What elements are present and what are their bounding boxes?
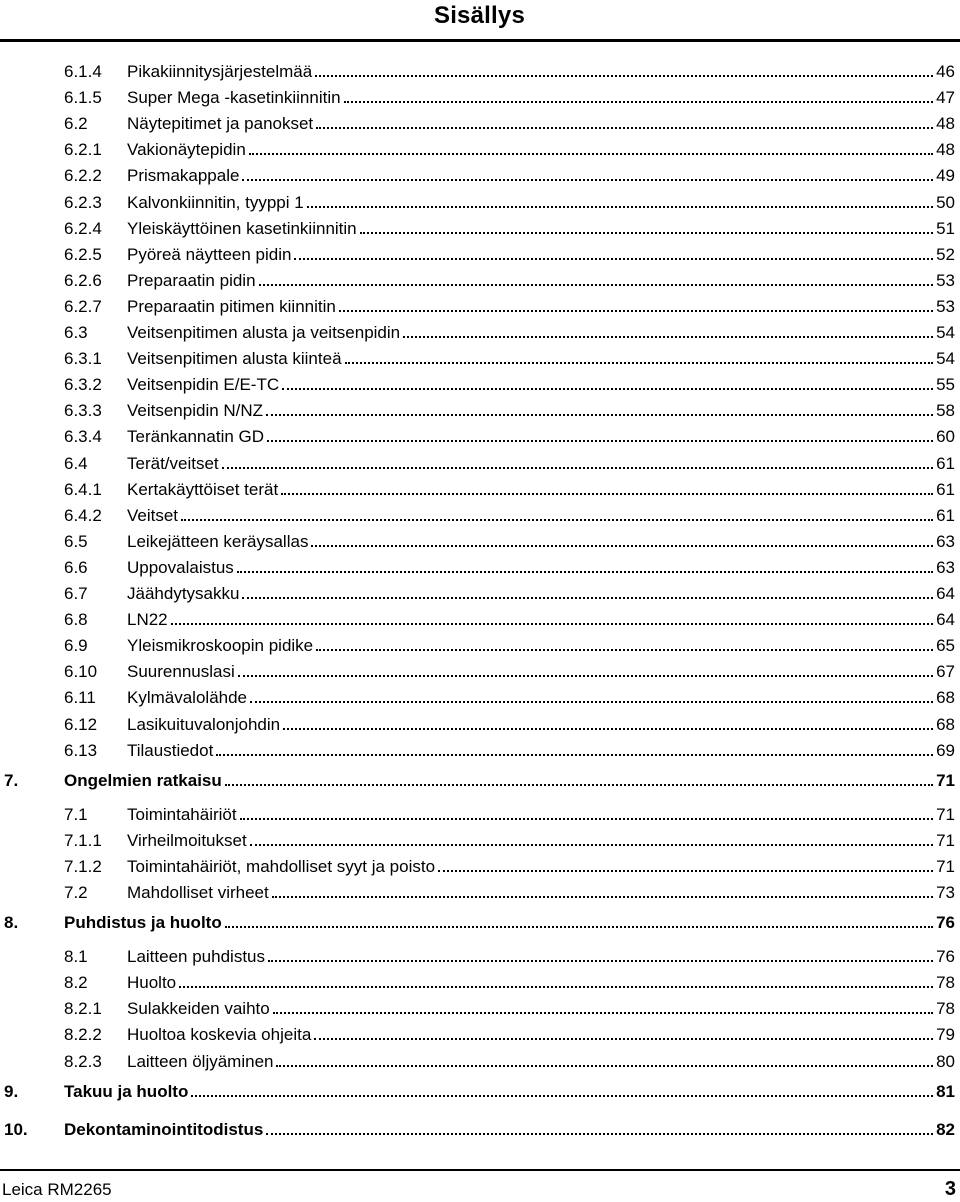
toc-entry-number: 6.2.6 <box>64 270 102 290</box>
toc-dot-leader <box>249 153 933 155</box>
toc-entry-number: 6.12 <box>64 714 98 734</box>
toc-entry-line <box>64 1120 955 1140</box>
toc-dot-leader <box>403 336 933 338</box>
toc-entry-title: Virheilmoitukset <box>127 830 247 850</box>
toc-entry-page: 52 <box>936 244 955 264</box>
toc-entry-title: Jäähdytysakku <box>127 584 240 603</box>
toc-entry-title: Takuu ja huolto <box>64 1081 189 1101</box>
toc-entry[interactable] <box>0 373 960 399</box>
toc-dot-leader <box>259 284 934 286</box>
toc-entry-page: 68 <box>936 714 955 734</box>
toc-dot-leader <box>225 784 933 786</box>
toc-entry[interactable] <box>0 191 960 217</box>
toc-entry[interactable] <box>0 634 960 660</box>
toc-dot-leader <box>191 1095 933 1097</box>
toc-entry-line <box>127 297 955 317</box>
toc-entry-page: 49 <box>936 166 955 186</box>
toc-entry-number: 6.2.3 <box>64 192 102 212</box>
toc-entry-line <box>127 741 955 761</box>
toc-entry[interactable] <box>0 660 960 686</box>
toc-entry[interactable] <box>0 855 960 881</box>
toc-entry-number: 8.2.3 <box>64 1051 102 1071</box>
toc-dot-leader <box>240 818 933 820</box>
toc-entry-line <box>127 1025 955 1045</box>
toc-entry-number: 6.8 <box>64 610 88 630</box>
toc-entry-title: Veitset <box>127 505 179 525</box>
toc-entry-page: 71 <box>936 856 955 876</box>
toc-entry-title: Veitsenpidin N/NZ <box>127 401 264 421</box>
toc-entry[interactable] <box>0 911 960 937</box>
toc-entry[interactable] <box>0 112 960 138</box>
toc-entry[interactable] <box>0 164 960 190</box>
toc-dot-leader <box>360 232 933 234</box>
toc-dot-leader <box>181 519 933 521</box>
toc-entry-page: 53 <box>936 270 955 290</box>
toc-dot-leader <box>266 414 933 416</box>
toc-entry-title: Prismakappale <box>127 166 240 186</box>
toc-entry-line <box>127 662 955 682</box>
toc-entry-line <box>127 558 955 578</box>
toc-entry-title: Laitteen öljyäminen <box>127 1051 274 1071</box>
toc-entry-line <box>127 62 955 82</box>
toc-entry-number: 6.4.2 <box>64 505 102 525</box>
toc-entry-title: Suurennuslasi <box>127 662 235 682</box>
toc-entry[interactable] <box>0 530 960 556</box>
footer-product: Leica RM2265 <box>2 1180 112 1199</box>
toc-entry-number: 8.2 <box>64 973 88 993</box>
toc-entry-number: 6.1.4 <box>64 62 102 81</box>
toc-entry-number: 6.2.1 <box>64 140 102 160</box>
toc-entry-line <box>127 454 955 474</box>
toc-entry[interactable] <box>0 881 960 907</box>
toc-entry-line <box>127 271 955 291</box>
toc-dot-leader <box>307 206 933 208</box>
toc-dot-leader <box>222 467 933 469</box>
toc-entry-title: Kalvonkiinnitin, tyyppi 1 <box>127 192 304 212</box>
toc-entry-title: Veitsenpitimen alusta ja veitsenpidin <box>127 323 401 342</box>
toc-entry-title: Näytepitimet ja panokset <box>127 114 314 134</box>
toc-entry-number: 7.1 <box>64 804 88 824</box>
toc-entry-line <box>127 506 955 526</box>
toc-entry-line <box>127 805 955 825</box>
toc-entry[interactable] <box>0 769 960 795</box>
toc-entry-page: 65 <box>936 636 955 656</box>
toc-entry-title: Preparaatin pidin <box>127 270 256 290</box>
toc-entry-number: 7.2 <box>64 883 88 902</box>
toc-entry-line <box>127 166 955 186</box>
toc-entry-title: Veitsenpitimen alusta kiinteä <box>127 349 342 369</box>
toc-entry-number: 7.1.2 <box>64 856 102 876</box>
toc-entry-title: Vakionäytepidin <box>127 140 246 160</box>
toc-entry[interactable] <box>0 686 960 712</box>
toc-entry-page: 48 <box>936 114 955 134</box>
toc-dot-leader <box>315 75 933 77</box>
toc-entry[interactable] <box>0 452 960 478</box>
toc-dot-leader <box>316 127 933 129</box>
toc-entry[interactable] <box>0 60 960 86</box>
toc-entry-number: 6.2.2 <box>64 166 102 186</box>
toc-entry[interactable] <box>0 347 960 373</box>
toc-entry-number: 6.3.3 <box>64 401 102 421</box>
toc-entry-page: 78 <box>936 973 955 993</box>
toc-entry[interactable] <box>0 997 960 1023</box>
toc-entry-line <box>127 245 955 265</box>
toc-entry-page: 53 <box>936 296 955 316</box>
footer-rule <box>0 1169 960 1171</box>
toc-entry-page: 64 <box>936 610 955 630</box>
toc-entry[interactable] <box>0 739 960 765</box>
toc-entry-number: 6.2.7 <box>64 296 102 316</box>
toc-entry-number: 6.3.1 <box>64 349 102 369</box>
toc-entry-number: 6.13 <box>64 740 98 760</box>
toc-entry-page: 64 <box>936 584 955 603</box>
toc-dot-leader <box>237 571 933 573</box>
toc-entry-title: Sulakkeiden vaihto <box>127 999 270 1019</box>
footer-page-number: 3 <box>944 1178 956 1200</box>
toc-dot-leader <box>272 896 933 898</box>
toc-entry-page: 81 <box>936 1081 955 1101</box>
toc-entry[interactable] <box>0 269 960 295</box>
toc-dot-leader <box>311 545 933 547</box>
toc-entry-page: 80 <box>936 1051 955 1071</box>
toc-entry-title: Kertakäyttöiset terät <box>127 479 279 499</box>
toc-entry-number: 8.1 <box>64 947 88 967</box>
toc-entry-page: 63 <box>936 557 955 577</box>
toc-entry[interactable] <box>0 713 960 739</box>
toc-entry-number: 7.1.1 <box>64 830 102 850</box>
toc-entry-title: Mahdolliset virheet <box>127 883 269 902</box>
toc-dot-leader <box>242 179 933 181</box>
toc-entry-page: 76 <box>936 947 955 967</box>
toc-entry-title: Uppovalaistus <box>127 557 234 577</box>
toc-entry-number: 6.2.5 <box>64 244 102 264</box>
toc-dot-leader <box>276 1065 933 1067</box>
toc-entry-line <box>127 1052 955 1072</box>
toc-entry-page: 71 <box>936 804 955 824</box>
toc-entry[interactable] <box>0 1118 960 1144</box>
toc-entry-line <box>127 114 955 134</box>
toc-entry-line <box>64 1082 955 1102</box>
toc-entry-page: 61 <box>936 453 955 473</box>
toc-entry-number: 6.6 <box>64 557 88 577</box>
toc-dot-leader <box>238 675 933 677</box>
toc-entry-number: 8.2.2 <box>64 1025 102 1045</box>
toc-dot-leader <box>267 440 933 442</box>
toc-entry-line <box>127 349 955 369</box>
toc-entry-page: 71 <box>936 830 955 850</box>
toc-entry[interactable] <box>0 138 960 164</box>
toc-entry[interactable] <box>0 217 960 243</box>
toc-entry-page: 67 <box>936 662 955 682</box>
toc-dot-leader <box>250 701 933 703</box>
toc-entry-number: 8.2.1 <box>64 999 102 1019</box>
toc-entry[interactable] <box>0 945 960 971</box>
toc-entry-line <box>127 401 955 421</box>
toc-entry-line <box>127 973 955 993</box>
toc-entry-line <box>127 883 955 903</box>
toc-dot-leader <box>281 493 933 495</box>
toc-entry[interactable] <box>0 504 960 530</box>
toc-entry[interactable] <box>0 295 960 321</box>
toc-dot-leader <box>242 597 933 599</box>
toc-dot-leader <box>339 310 933 312</box>
toc-entry-title: Tilaustiedot <box>127 740 214 760</box>
toc-dot-leader <box>344 101 934 103</box>
toc-entry-line <box>127 193 955 213</box>
toc-entry-line <box>127 427 955 447</box>
page-header <box>0 0 960 38</box>
toc-entry-number: 7. <box>4 770 19 790</box>
toc-entry-page: 54 <box>936 349 955 369</box>
toc-entry-title: Toimintahäiriöt, mahdolliset syyt ja poisto <box>127 856 436 876</box>
toc-entry-title: Yleiskäyttöinen kasetinkiinnitin <box>127 218 357 238</box>
toc-entry[interactable] <box>0 425 960 451</box>
toc-entry-title: Huolto <box>127 973 177 993</box>
toc-entry-line <box>127 831 955 851</box>
toc-entry-title: LN22 <box>127 610 168 630</box>
toc-dot-leader <box>438 870 933 872</box>
toc-entry-line <box>127 323 955 343</box>
toc-entry-title: Pikakiinnitysjärjestelmää <box>127 62 313 81</box>
toc-dot-leader <box>282 388 933 390</box>
toc-entry-page: 68 <box>936 688 955 708</box>
toc-entry-page: 76 <box>936 913 955 933</box>
toc-entry-line <box>127 688 955 708</box>
toc-entry[interactable] <box>0 582 960 608</box>
toc-entry-line <box>127 947 955 967</box>
toc-entry-number: 6.4.1 <box>64 479 102 499</box>
toc-entry-page: 69 <box>936 740 955 760</box>
toc-entry-title: Laitteen puhdistus <box>127 947 265 967</box>
toc-dot-leader <box>268 960 933 962</box>
toc-entry-page: 58 <box>936 401 955 421</box>
toc-entry-title: Puhdistus ja huolto <box>64 913 222 933</box>
header-rule <box>0 39 960 42</box>
toc-entry-line <box>127 480 955 500</box>
toc-dot-leader <box>283 728 933 730</box>
toc-dot-leader <box>345 362 934 364</box>
toc-entry-page: 55 <box>936 375 955 395</box>
toc-entry-line <box>127 715 955 735</box>
toc-entry-page: 48 <box>936 140 955 160</box>
toc-entry-title: Lasikuituvalonjohdin <box>127 714 281 734</box>
toc-entry[interactable] <box>0 1050 960 1076</box>
toc-entry-number: 8. <box>4 913 19 933</box>
toc-entry-line <box>127 88 955 108</box>
toc-entry-page: 79 <box>936 1025 955 1045</box>
toc-entry-line <box>127 636 955 656</box>
toc-entry-title: Leikejätteen keräysallas <box>127 531 309 551</box>
toc-entry-line <box>64 913 955 933</box>
toc-entry-page: 63 <box>936 531 955 551</box>
toc-entry-number: 6.11 <box>64 688 96 708</box>
toc-entry-page: 54 <box>936 323 955 342</box>
toc-entry-title: Preparaatin pitimen kiinnitin <box>127 296 336 316</box>
toc-entry[interactable] <box>0 243 960 269</box>
toc-entry[interactable] <box>0 803 960 829</box>
toc-entry-page: 71 <box>936 770 955 790</box>
toc-entry-title: Terät/veitset <box>127 453 219 473</box>
toc-entry[interactable] <box>0 1023 960 1049</box>
toc-entry-number: 6.4 <box>64 453 88 473</box>
toc-dot-leader <box>314 1038 933 1040</box>
toc-entry[interactable] <box>0 971 960 997</box>
toc-entry-number: 6.1.5 <box>64 88 102 108</box>
toc-entry-title: Ongelmien ratkaisu <box>64 770 222 790</box>
toc-entry-page: 82 <box>936 1119 955 1139</box>
toc-entry-number: 6.7 <box>64 584 88 603</box>
toc-dot-leader <box>171 623 933 625</box>
toc-entry[interactable] <box>0 829 960 855</box>
toc-entry[interactable] <box>0 321 960 347</box>
toc-entry-number: 10. <box>4 1119 28 1139</box>
toc-entry-page: 46 <box>936 62 955 81</box>
toc-entry-page: 78 <box>936 999 955 1019</box>
toc-entry-page: 73 <box>936 883 955 902</box>
toc-dot-leader <box>266 1133 933 1135</box>
toc-entry-page: 50 <box>936 192 955 212</box>
toc-dot-leader <box>294 258 933 260</box>
toc-dot-leader <box>316 649 933 651</box>
toc-dot-leader <box>250 844 933 846</box>
toc-entry-line <box>127 140 955 160</box>
toc-entry[interactable] <box>0 1080 960 1106</box>
toc-entry[interactable] <box>0 556 960 582</box>
page-title: Sisällys <box>433 2 525 29</box>
toc-entry-page: 61 <box>936 505 955 525</box>
toc-entry[interactable] <box>0 86 960 112</box>
toc-dot-leader <box>216 754 933 756</box>
toc-entry-line <box>127 375 955 395</box>
toc-entry-line <box>64 771 955 791</box>
toc-entry-title: Veitsenpidin E/E-TC <box>127 375 280 395</box>
toc-entry-line <box>127 857 955 877</box>
toc-entry-number: 6.3 <box>64 323 88 342</box>
toc-entry-title: Kylmävalolähde <box>127 688 248 708</box>
toc-dot-leader <box>225 926 933 928</box>
toc-entry-number: 6.2.4 <box>64 218 102 238</box>
toc-entry-page: 61 <box>936 479 955 499</box>
toc-entry-page: 51 <box>936 218 955 238</box>
toc-entry-number: 9. <box>4 1081 19 1101</box>
toc-entry-number: 6.9 <box>64 636 88 656</box>
toc-entry-title: Toimintahäiriöt <box>127 804 237 824</box>
toc-entry-number: 6.3.4 <box>64 427 102 447</box>
toc-entry-title: Dekontaminointitodistus <box>64 1119 264 1139</box>
toc-entry-number: 6.10 <box>64 662 98 682</box>
toc-entry-number: 6.2 <box>64 114 88 134</box>
toc-entry-line <box>127 532 955 552</box>
toc-entry-title: Yleismikroskoopin pidike <box>127 636 314 656</box>
toc-entry[interactable] <box>0 478 960 504</box>
toc-entry-title: Pyöreä näytteen pidin <box>127 244 292 264</box>
toc-entry-title: Teränkannatin GD <box>127 427 265 447</box>
toc-entry[interactable] <box>0 399 960 425</box>
toc-entry-line <box>127 610 955 630</box>
toc-entry[interactable] <box>0 608 960 634</box>
toc-entry-line <box>127 999 955 1019</box>
toc-entry-page: 47 <box>936 88 955 108</box>
toc-entry-title: Huoltoa koskevia ohjeita <box>127 1025 312 1045</box>
toc-entry-number: 6.5 <box>64 531 88 551</box>
toc-entry-page: 60 <box>936 427 955 447</box>
toc-dot-leader <box>273 1012 933 1014</box>
toc-entry-line <box>127 584 955 604</box>
toc-dot-leader <box>179 986 933 988</box>
toc-entry-number: 6.3.2 <box>64 375 102 395</box>
toc-entry-line <box>127 219 955 239</box>
toc-entry-title: Super Mega -kasetinkiinnitin <box>127 88 341 108</box>
